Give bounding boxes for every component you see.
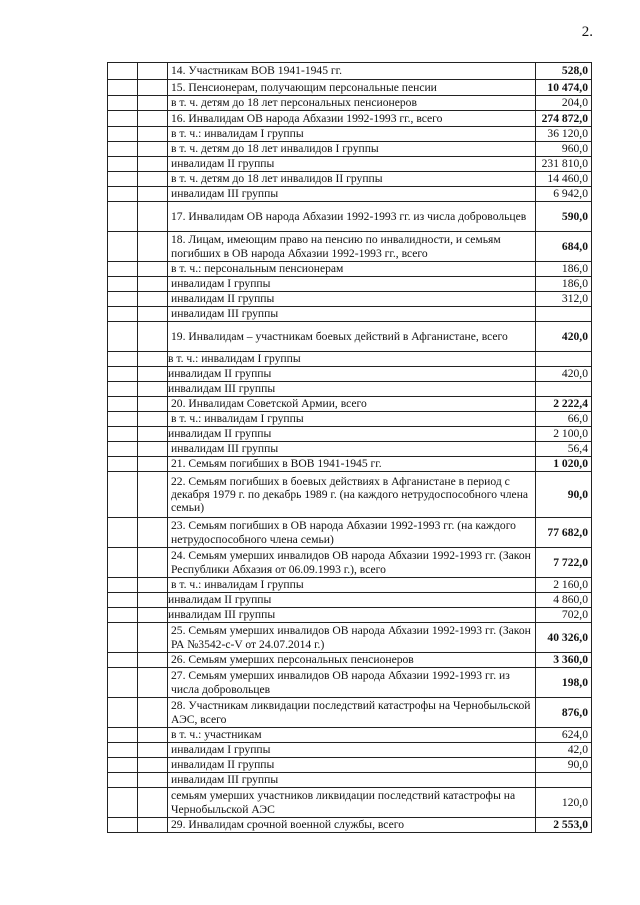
empty-cell <box>138 442 168 457</box>
empty-cell <box>108 653 138 668</box>
row-value: 90,0 <box>536 758 592 773</box>
table-row <box>108 578 592 593</box>
empty-cell <box>108 187 138 202</box>
table-row <box>108 788 592 818</box>
table-row <box>108 728 592 743</box>
table-body <box>108 63 592 833</box>
empty-cell <box>138 728 168 743</box>
row-value: 4 860,0 <box>536 593 592 608</box>
empty-cell <box>108 262 138 277</box>
empty-cell <box>108 172 138 187</box>
table-row <box>108 367 592 382</box>
row-value: 36 120,0 <box>536 127 592 142</box>
row-value <box>536 307 592 322</box>
row-value: 231 810,0 <box>536 157 592 172</box>
row-value: 420,0 <box>536 322 592 352</box>
row-value <box>536 773 592 788</box>
empty-cell <box>138 262 168 277</box>
empty-cell <box>108 578 138 593</box>
row-label: семьям умерших участников ликвидации последствий катастрофы на Чернобыльской АЭС <box>168 788 536 818</box>
table-row <box>108 322 592 352</box>
empty-cell <box>108 232 138 262</box>
row-label: инвалидам I группы <box>168 277 536 292</box>
empty-cell <box>138 63 168 80</box>
row-label: инвалидам III группы <box>168 442 536 457</box>
table-row <box>108 352 592 367</box>
empty-cell <box>138 457 168 472</box>
row-value: 56,4 <box>536 442 592 457</box>
empty-cell <box>138 232 168 262</box>
empty-cell <box>138 172 168 187</box>
row-label: 27. Семьям умерших инвалидов ОВ народа Абхазии 1992-1993 гг. из числа добровольцев <box>168 668 536 698</box>
row-label: инвалидам II группы <box>168 367 536 382</box>
row-value: 40 326,0 <box>536 623 592 653</box>
empty-cell <box>138 157 168 172</box>
row-value: 10 474,0 <box>536 80 592 96</box>
empty-cell <box>138 367 168 382</box>
row-value: 186,0 <box>536 262 592 277</box>
row-label: в т. ч. детям до 18 лет инвалидов I группы <box>168 142 536 157</box>
empty-cell <box>108 698 138 728</box>
empty-cell <box>138 758 168 773</box>
row-label: 19. Инвалидам – участникам боевых действий в Афганистане, всего <box>168 322 536 352</box>
row-label: в т. ч.: участникам <box>168 728 536 743</box>
table-row <box>108 63 592 80</box>
row-label: в т. ч.: инвалидам I группы <box>168 352 536 367</box>
row-value: 3 360,0 <box>536 653 592 668</box>
row-label: 22. Семьям погибших в боевых действиях в Афганистане в период с декабря 1979 г. по декабрь 1989 г. (на каждого нетрудоспособного члена семьи) <box>168 472 536 518</box>
empty-cell <box>108 127 138 142</box>
row-label: инвалидам II группы <box>168 427 536 442</box>
table-row <box>108 292 592 307</box>
row-value: 960,0 <box>536 142 592 157</box>
empty-cell <box>108 277 138 292</box>
table-row <box>108 187 592 202</box>
row-label: 17. Инвалидам ОВ народа Абхазии 1992-1993 гг. из числа добровольцев <box>168 202 536 232</box>
row-label: инвалидам II группы <box>168 157 536 172</box>
empty-cell <box>108 818 138 833</box>
empty-cell <box>138 111 168 127</box>
row-label: инвалидам III группы <box>168 773 536 788</box>
empty-cell <box>138 80 168 96</box>
empty-cell <box>108 142 138 157</box>
row-value: 120,0 <box>536 788 592 818</box>
empty-cell <box>108 668 138 698</box>
empty-cell <box>138 788 168 818</box>
row-value: 2 553,0 <box>536 818 592 833</box>
empty-cell <box>108 472 138 518</box>
empty-cell <box>138 96 168 111</box>
row-label: 15. Пенсионерам, получающим персональные пенсии <box>168 80 536 96</box>
empty-cell <box>108 367 138 382</box>
empty-cell <box>108 63 138 80</box>
row-label: в т. ч.: инвалидам I группы <box>168 127 536 142</box>
row-value: 77 682,0 <box>536 518 592 548</box>
table-row <box>108 111 592 127</box>
empty-cell <box>108 382 138 397</box>
table-row <box>108 758 592 773</box>
row-label: 20. Инвалидам Советской Армии, всего <box>168 397 536 412</box>
table-row <box>108 698 592 728</box>
row-label: инвалидам III группы <box>168 382 536 397</box>
empty-cell <box>138 623 168 653</box>
table-row <box>108 232 592 262</box>
row-label: инвалидам III группы <box>168 187 536 202</box>
empty-cell <box>138 773 168 788</box>
empty-cell <box>108 111 138 127</box>
table-row <box>108 397 592 412</box>
empty-cell <box>108 96 138 111</box>
empty-cell <box>138 397 168 412</box>
empty-cell <box>138 307 168 322</box>
row-value: 624,0 <box>536 728 592 743</box>
empty-cell <box>108 773 138 788</box>
empty-cell <box>138 352 168 367</box>
row-label: инвалидам II группы <box>168 292 536 307</box>
row-value: 1 020,0 <box>536 457 592 472</box>
table-row <box>108 142 592 157</box>
row-label: инвалидам II группы <box>168 758 536 773</box>
row-label: 28. Участникам ликвидации последствий катастрофы на Чернобыльской АЭС, всего <box>168 698 536 728</box>
table-row <box>108 262 592 277</box>
pension-table <box>107 62 592 833</box>
empty-cell <box>138 653 168 668</box>
table-row <box>108 548 592 578</box>
empty-cell <box>108 307 138 322</box>
table-row <box>108 608 592 623</box>
empty-cell <box>108 442 138 457</box>
empty-cell <box>138 593 168 608</box>
empty-cell <box>108 80 138 96</box>
row-label: в т. ч. детям до 18 лет инвалидов II группы <box>168 172 536 187</box>
row-value: 7 722,0 <box>536 548 592 578</box>
row-label: 23. Семьям погибших в ОВ народа Абхазии 1992-1993 гг. (на каждого нетрудоспособного члена семьи) <box>168 518 536 548</box>
row-value: 2 160,0 <box>536 578 592 593</box>
empty-cell <box>138 412 168 427</box>
table-row <box>108 593 592 608</box>
empty-cell <box>108 322 138 352</box>
empty-cell <box>138 292 168 307</box>
row-value: 2 222,4 <box>536 397 592 412</box>
empty-cell <box>138 608 168 623</box>
row-label: в т. ч.: персональным пенсионерам <box>168 262 536 277</box>
row-value <box>536 382 592 397</box>
empty-cell <box>108 788 138 818</box>
empty-cell <box>108 758 138 773</box>
empty-cell <box>138 698 168 728</box>
table-row <box>108 202 592 232</box>
table-row <box>108 442 592 457</box>
row-value: 186,0 <box>536 277 592 292</box>
empty-cell <box>108 157 138 172</box>
empty-cell <box>138 127 168 142</box>
empty-cell <box>138 472 168 518</box>
row-value: 66,0 <box>536 412 592 427</box>
row-value: 14 460,0 <box>536 172 592 187</box>
table-row <box>108 412 592 427</box>
empty-cell <box>108 427 138 442</box>
row-value: 90,0 <box>536 472 592 518</box>
row-label: инвалидам III группы <box>168 307 536 322</box>
table-row <box>108 277 592 292</box>
row-value: 312,0 <box>536 292 592 307</box>
table-row <box>108 743 592 758</box>
row-value <box>536 352 592 367</box>
empty-cell <box>138 277 168 292</box>
row-label: 14. Участникам ВОВ 1941-1945 гг. <box>168 63 536 80</box>
row-value: 42,0 <box>536 743 592 758</box>
empty-cell <box>108 548 138 578</box>
row-value: 590,0 <box>536 202 592 232</box>
row-label: инвалидам I группы <box>168 743 536 758</box>
table-row <box>108 127 592 142</box>
empty-cell <box>108 352 138 367</box>
empty-cell <box>138 743 168 758</box>
row-label: 25. Семьям умерших инвалидов ОВ народа Абхазии 1992-1993 гг. (Закон РА №3542-с-V от 24.07.2014 г.) <box>168 623 536 653</box>
row-label: 24. Семьям умерших инвалидов ОВ народа Абхазии 1992-1993 гг. (Закон Республики Абхазия от 06.09.1993 г.), всего <box>168 548 536 578</box>
empty-cell <box>138 322 168 352</box>
table-row <box>108 80 592 96</box>
empty-cell <box>138 668 168 698</box>
table-row <box>108 172 592 187</box>
table-row <box>108 472 592 518</box>
row-label: в т. ч.: инвалидам I группы <box>168 412 536 427</box>
empty-cell <box>138 202 168 232</box>
row-label: инвалидам II группы <box>168 593 536 608</box>
empty-cell <box>108 292 138 307</box>
table-row <box>108 157 592 172</box>
row-label: 18. Лицам, имеющим право на пенсию по инвалидности, и семьям погибших в ОВ народа Абхазии 1992-1993 гг., всего <box>168 232 536 262</box>
row-label: инвалидам III группы <box>168 608 536 623</box>
row-label: 21. Семьям погибших в ВОВ 1941-1945 гг. <box>168 457 536 472</box>
table-row <box>108 668 592 698</box>
table-row <box>108 623 592 653</box>
table-row <box>108 382 592 397</box>
empty-cell <box>108 518 138 548</box>
row-label: 16. Инвалидам ОВ народа Абхазии 1992-1993 гг., всего <box>168 111 536 127</box>
empty-cell <box>138 187 168 202</box>
row-value: 204,0 <box>536 96 592 111</box>
table-row <box>108 427 592 442</box>
row-value: 528,0 <box>536 63 592 80</box>
empty-cell <box>138 578 168 593</box>
row-value: 2 100,0 <box>536 427 592 442</box>
table-row <box>108 518 592 548</box>
table-row <box>108 818 592 833</box>
empty-cell <box>108 202 138 232</box>
empty-cell <box>138 548 168 578</box>
empty-cell <box>108 457 138 472</box>
empty-cell <box>108 728 138 743</box>
empty-cell <box>138 427 168 442</box>
row-label: 29. Инвалидам срочной военной службы, всего <box>168 818 536 833</box>
row-label: в т. ч.: инвалидам I группы <box>168 578 536 593</box>
empty-cell <box>138 818 168 833</box>
table-row <box>108 653 592 668</box>
table-row <box>108 457 592 472</box>
table-row <box>108 96 592 111</box>
row-label: 26. Семьям умерших персональных пенсионеров <box>168 653 536 668</box>
empty-cell <box>108 743 138 758</box>
empty-cell <box>108 412 138 427</box>
empty-cell <box>138 518 168 548</box>
empty-cell <box>108 608 138 623</box>
row-value: 684,0 <box>536 232 592 262</box>
empty-cell <box>108 593 138 608</box>
row-label: в т. ч. детям до 18 лет персональных пенсионеров <box>168 96 536 111</box>
row-value: 876,0 <box>536 698 592 728</box>
page-number: 2. <box>581 24 593 40</box>
row-value: 6 942,0 <box>536 187 592 202</box>
row-value: 702,0 <box>536 608 592 623</box>
empty-cell <box>108 623 138 653</box>
table-row <box>108 307 592 322</box>
empty-cell <box>108 397 138 412</box>
empty-cell <box>138 142 168 157</box>
row-value: 274 872,0 <box>536 111 592 127</box>
row-value: 198,0 <box>536 668 592 698</box>
empty-cell <box>138 382 168 397</box>
table-row <box>108 773 592 788</box>
row-value: 420,0 <box>536 367 592 382</box>
